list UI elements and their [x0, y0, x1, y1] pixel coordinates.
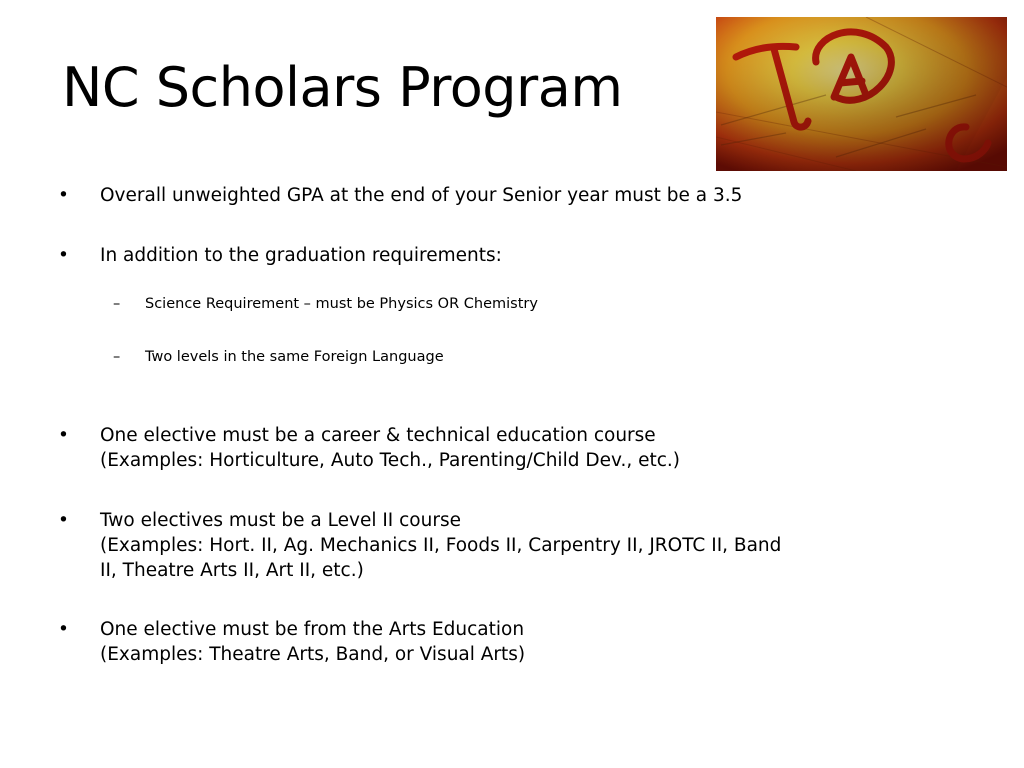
bullet-text: One elective must be a career & technical education course [100, 425, 656, 446]
sub-bullet-marker: – [113, 349, 121, 365]
bullet-text: (Examples: Horticulture, Auto Tech., Parenting/Child Dev., etc.) [100, 450, 681, 471]
bullet-text: (Examples: Theatre Arts, Band, or Visual Arts) [100, 644, 526, 665]
sub-bullet-text: Two levels in the same Foreign Language [145, 349, 444, 365]
bullet-text: In addition to the graduation requirements: [100, 245, 502, 266]
bullet-marker: • [58, 619, 69, 640]
bullet-text: One elective must be from the Arts Education [100, 619, 525, 640]
graded-paper-icon [716, 17, 1007, 171]
slide-title: NC Scholars Program [62, 56, 623, 119]
bullet-text: II, Theatre Arts II, Art II, etc.) [100, 560, 364, 581]
sub-bullet-marker: – [113, 296, 121, 312]
bullet-text: Overall unweighted GPA at the end of your Senior year must be a 3.5 [100, 185, 743, 206]
bullet-marker: • [58, 245, 69, 266]
bullet-marker: • [58, 185, 69, 206]
bullet-marker: • [58, 425, 69, 446]
bullet-text: (Examples: Hort. II, Ag. Mechanics II, Foods II, Carpentry II, JROTC II, Band [100, 535, 782, 556]
bullet-marker: • [58, 510, 69, 531]
sub-bullet-text: Science Requirement – must be Physics OR Chemistry [145, 296, 538, 312]
bullet-text: Two electives must be a Level II course [100, 510, 461, 531]
